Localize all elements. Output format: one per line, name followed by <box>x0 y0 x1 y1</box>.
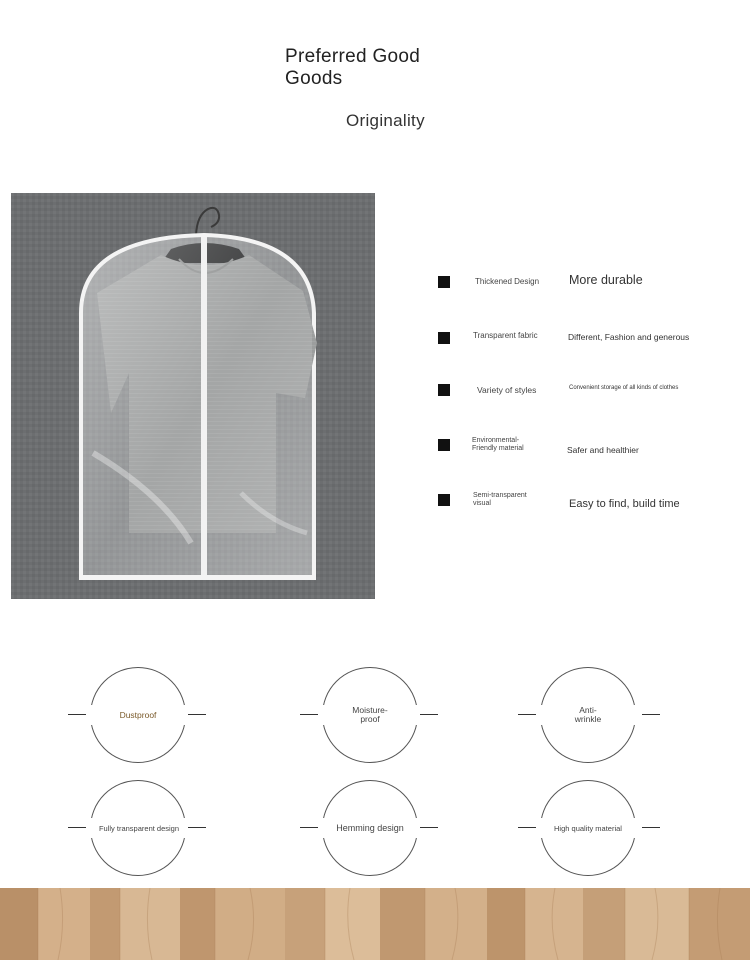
feature-badge <box>68 780 208 878</box>
badge-line <box>68 714 86 715</box>
badge-line <box>642 827 660 828</box>
badge-line <box>300 714 318 715</box>
feature-label: Environmental-Friendly material <box>472 437 524 452</box>
badge-label: Moisture-proof <box>352 705 388 724</box>
badge-label: Anti-wrinkle <box>574 705 602 724</box>
wood-background <box>0 888 750 960</box>
badge-line <box>518 827 536 828</box>
feature-row <box>438 272 738 302</box>
feature-label: Semi-transparent visual <box>473 492 527 507</box>
product-photo <box>11 193 375 599</box>
feature-label: Variety of styles <box>477 385 537 395</box>
badge-label: Dustproof <box>119 709 157 720</box>
page-subtitle: Originality <box>346 111 425 130</box>
feature-row <box>438 437 738 467</box>
badge-line <box>188 714 206 715</box>
badge-line <box>420 827 438 828</box>
badge-line <box>420 714 438 715</box>
feature-desc: Convenient storage of all kinds of clothes <box>569 385 679 391</box>
feature-desc: More durable <box>569 273 643 287</box>
feature-badge <box>518 780 658 878</box>
feature-row <box>438 382 738 412</box>
feature-badge <box>300 667 440 765</box>
feature-row <box>438 492 738 522</box>
badge-label: Hemming design <box>336 822 404 833</box>
badge-line <box>642 714 660 715</box>
feature-desc: Easy to find, build time <box>569 498 680 510</box>
page-title: Preferred Good Goods <box>285 46 421 89</box>
square-bullet-icon <box>438 276 450 288</box>
badge-line <box>518 714 536 715</box>
square-bullet-icon <box>438 332 450 344</box>
badge-label: Fully transparent design <box>98 823 180 833</box>
feature-badge <box>518 667 658 765</box>
square-bullet-icon <box>438 494 450 506</box>
feature-badge <box>300 780 440 878</box>
feature-desc: Safer and healthier <box>567 445 639 455</box>
feature-label: Transparent fabric <box>473 331 538 340</box>
feature-desc: Different, Fashion and generous <box>568 332 690 342</box>
badge-line <box>188 827 206 828</box>
feature-row <box>438 329 738 359</box>
badge-line <box>68 827 86 828</box>
badge-label: High quality material <box>554 823 622 833</box>
square-bullet-icon <box>438 384 450 396</box>
badge-line <box>300 827 318 828</box>
square-bullet-icon <box>438 439 450 451</box>
feature-label: Thickened Design <box>475 277 540 286</box>
feature-badge <box>68 667 208 765</box>
